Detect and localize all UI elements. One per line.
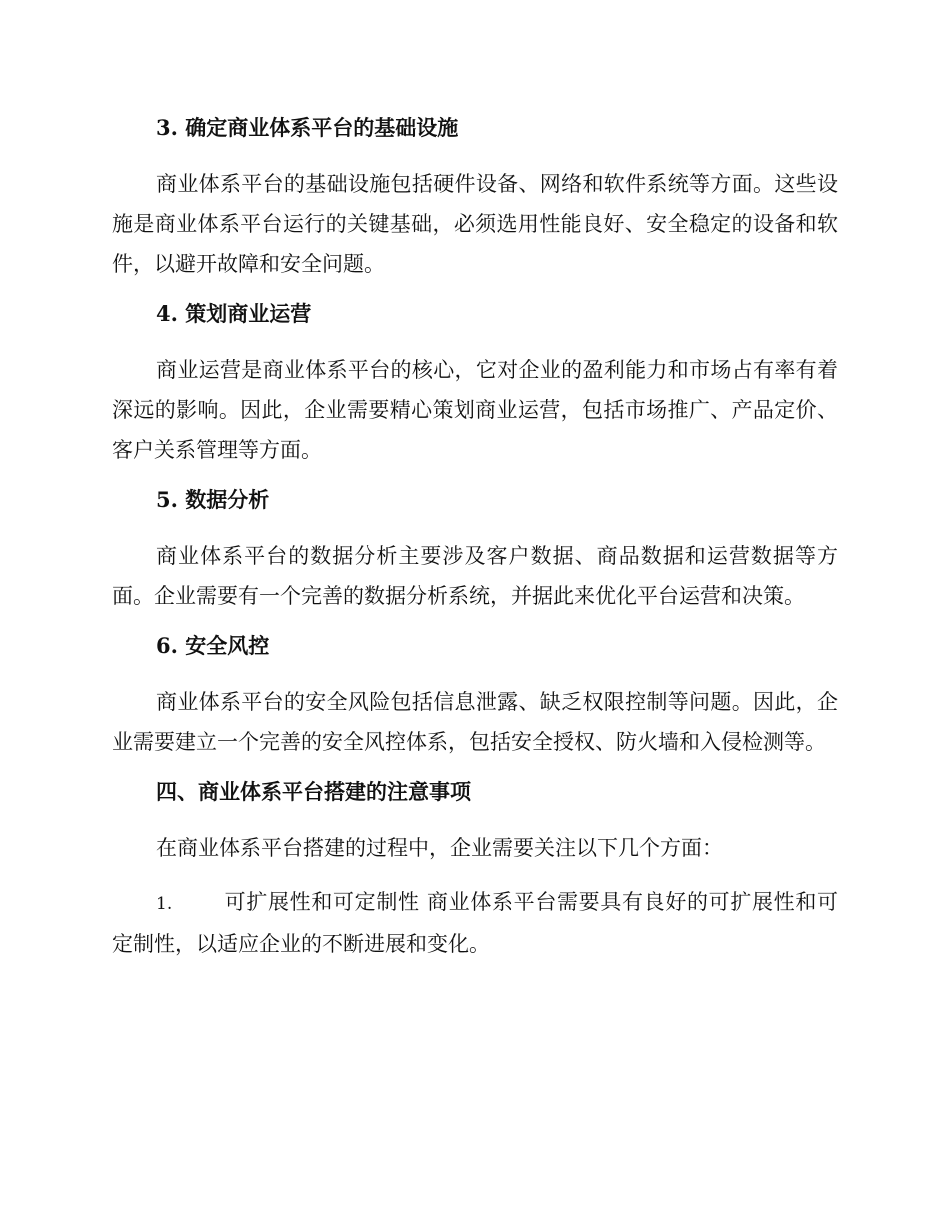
list-item [112,882,838,964]
list-item-text: 可扩展性和可定制性 商业体系平台需要具有良好的可扩展性和可定制性，以适应企业的不断进展和变化。 [112,890,838,956]
paragraph-operations: 商业运营是商业体系平台的核心，它对企业的盈利能力和市场占有率有着深远的影响。因此，企业需要精心策划商业运营，包括市场推广、产品定价、客户关系管理等方面。 [112,358,838,462]
paragraph-security: 商业体系平台的安全风险包括信息泄露、缺乏权限控制等问题。因此，企业需要建立一个完善的安全风控体系，包括安全授权、防火墙和入侵检测等。 [112,690,838,754]
paragraph-section-four-intro: 在商业体系平台搭建的过程中，企业需要关注以下几个方面： [156,836,723,860]
heading-operations: 4. 策划商业运营 [156,301,312,326]
list-item-number: 1. [156,894,173,914]
heading-infrastructure: 3. 确定商业体系平台的基础设施 [156,115,459,140]
heading-section-four: 四、商业体系平台搭建的注意事项 [156,779,471,804]
heading-security: 6. 安全风控 [156,633,270,658]
paragraph-infrastructure: 商业体系平台的基础设施包括硬件设备、网络和软件系统等方面。这些设施是商业体系平台运行的关键基础，必须选用性能良好、安全稳定的设备和软件，以避开故障和安全问题。 [112,172,838,276]
heading-data-analysis: 5. 数据分析 [156,487,270,512]
paragraph-data-analysis: 商业体系平台的数据分析主要涉及客户数据、商品数据和运营数据等方面。企业需要有一个完善的数据分析系统，并据此来优化平台运营和决策。 [112,544,838,608]
